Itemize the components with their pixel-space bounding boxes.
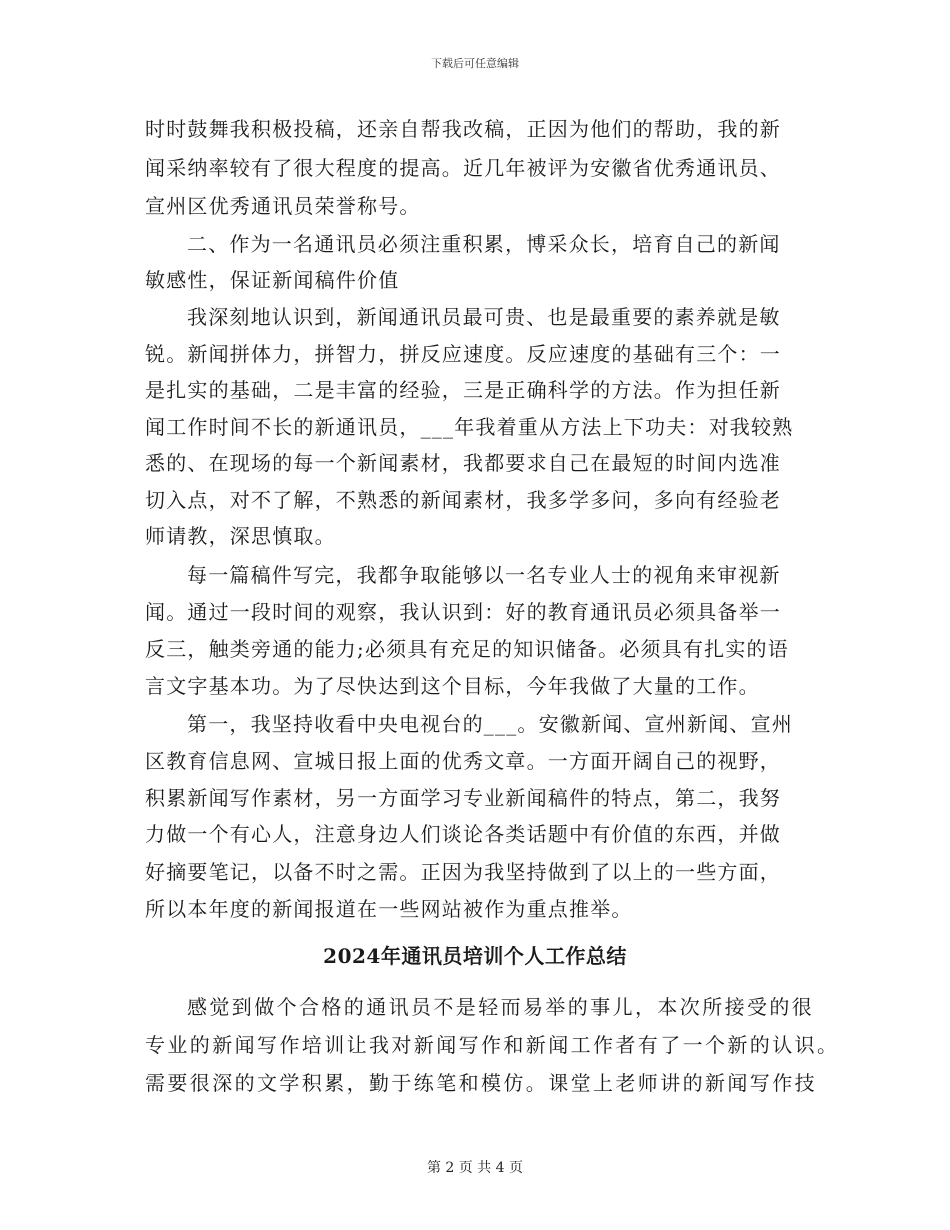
- body-line: 言文字基本功。为了尽快达到这个目标，今年我做了大量的工作。: [145, 674, 760, 698]
- body-line: 宣州区优秀通讯员荣誉称号。: [145, 194, 421, 218]
- body-line: 二、作为一名通讯员必须注重积累，博采众长，培育自己的新闻: [187, 232, 781, 256]
- page-number: 第 2 页 共 4 页: [426, 1160, 524, 1176]
- body-line: 所以本年度的新闻报道在一些网站被作为重点推举。: [145, 897, 633, 921]
- body-line: 积累新闻写作素材，另一方面学习专业新闻稿件的特点，第二，我努: [145, 786, 781, 810]
- section-title: 2024年通讯员培训个人工作总结: [323, 944, 627, 968]
- body-line: 时时鼓舞我积极投稿，还亲自帮我改稿，正因为他们的帮助，我的新: [145, 117, 781, 141]
- section-line: 专业的新闻写作培训让我对新闻写作和新闻工作者有了一个新的认识。: [145, 1033, 840, 1057]
- body-line: 闻工作时间不长的新通讯员，___年我着重从方法上下功夫：对我较熟: [145, 415, 794, 439]
- body-line: 区教育信息网、宣城日报上面的优秀文章。一方面开阔自己的视野，: [145, 749, 781, 773]
- page-header-note: 下载后可任意编辑: [431, 57, 519, 70]
- body-line: 力做一个有心人，注意身边人们谈论各类话题中有价值的东西，并做: [145, 822, 781, 846]
- body-line: 闻采纳率较有了很大程度的提高。近几年被评为安徽省优秀通讯员、: [145, 156, 781, 180]
- section-line: 感觉到做个合格的通讯员不是轻而易举的事儿，本次所接受的很: [187, 995, 815, 1019]
- body-line: 好摘要笔记，以备不时之需。正因为我坚持做到了以上的一些方面，: [145, 860, 781, 884]
- section-line: 需要很深的文学积累，勤于练笔和模仿。课堂上老师讲的新闻写作技: [145, 1071, 817, 1095]
- body-line: 切入点，对不了解，不熟悉的新闻素材，我多学多问，多向有经验老: [145, 488, 781, 512]
- body-line: 锐。新闻拼体力，拼智力，拼反应速度。反应速度的基础有三个：一: [145, 342, 781, 366]
- body-line: 第一，我坚持收看中央电视台的___。安徽新闻、宣州新闻、宣州: [187, 712, 793, 736]
- body-line: 师请教，深思慎取。: [145, 524, 336, 548]
- body-line: 反三，触类旁通的能力;必须具有充足的知识储备。必须具有扎实的语: [145, 637, 789, 661]
- body-line: 是扎实的基础，二是丰富的经验，三是正确科学的方法。作为担任新: [145, 378, 781, 402]
- body-line: 悉的、在现场的每一个新闻素材，我都要求自己在最短的时间内选准: [145, 451, 781, 475]
- body-line: 每一篇稿件写完，我都争取能够以一名专业人士的视角来审视新: [187, 563, 781, 587]
- body-line: 敏感性，保证新闻稿件价值: [145, 268, 400, 292]
- body-line: 闻。通过一段时间的观察，我认识到：好的教育通讯员必须具备举一: [145, 600, 781, 624]
- body-line: 我深刻地认识到，新闻通讯员最可贵、也是最重要的素养就是敏: [187, 305, 781, 329]
